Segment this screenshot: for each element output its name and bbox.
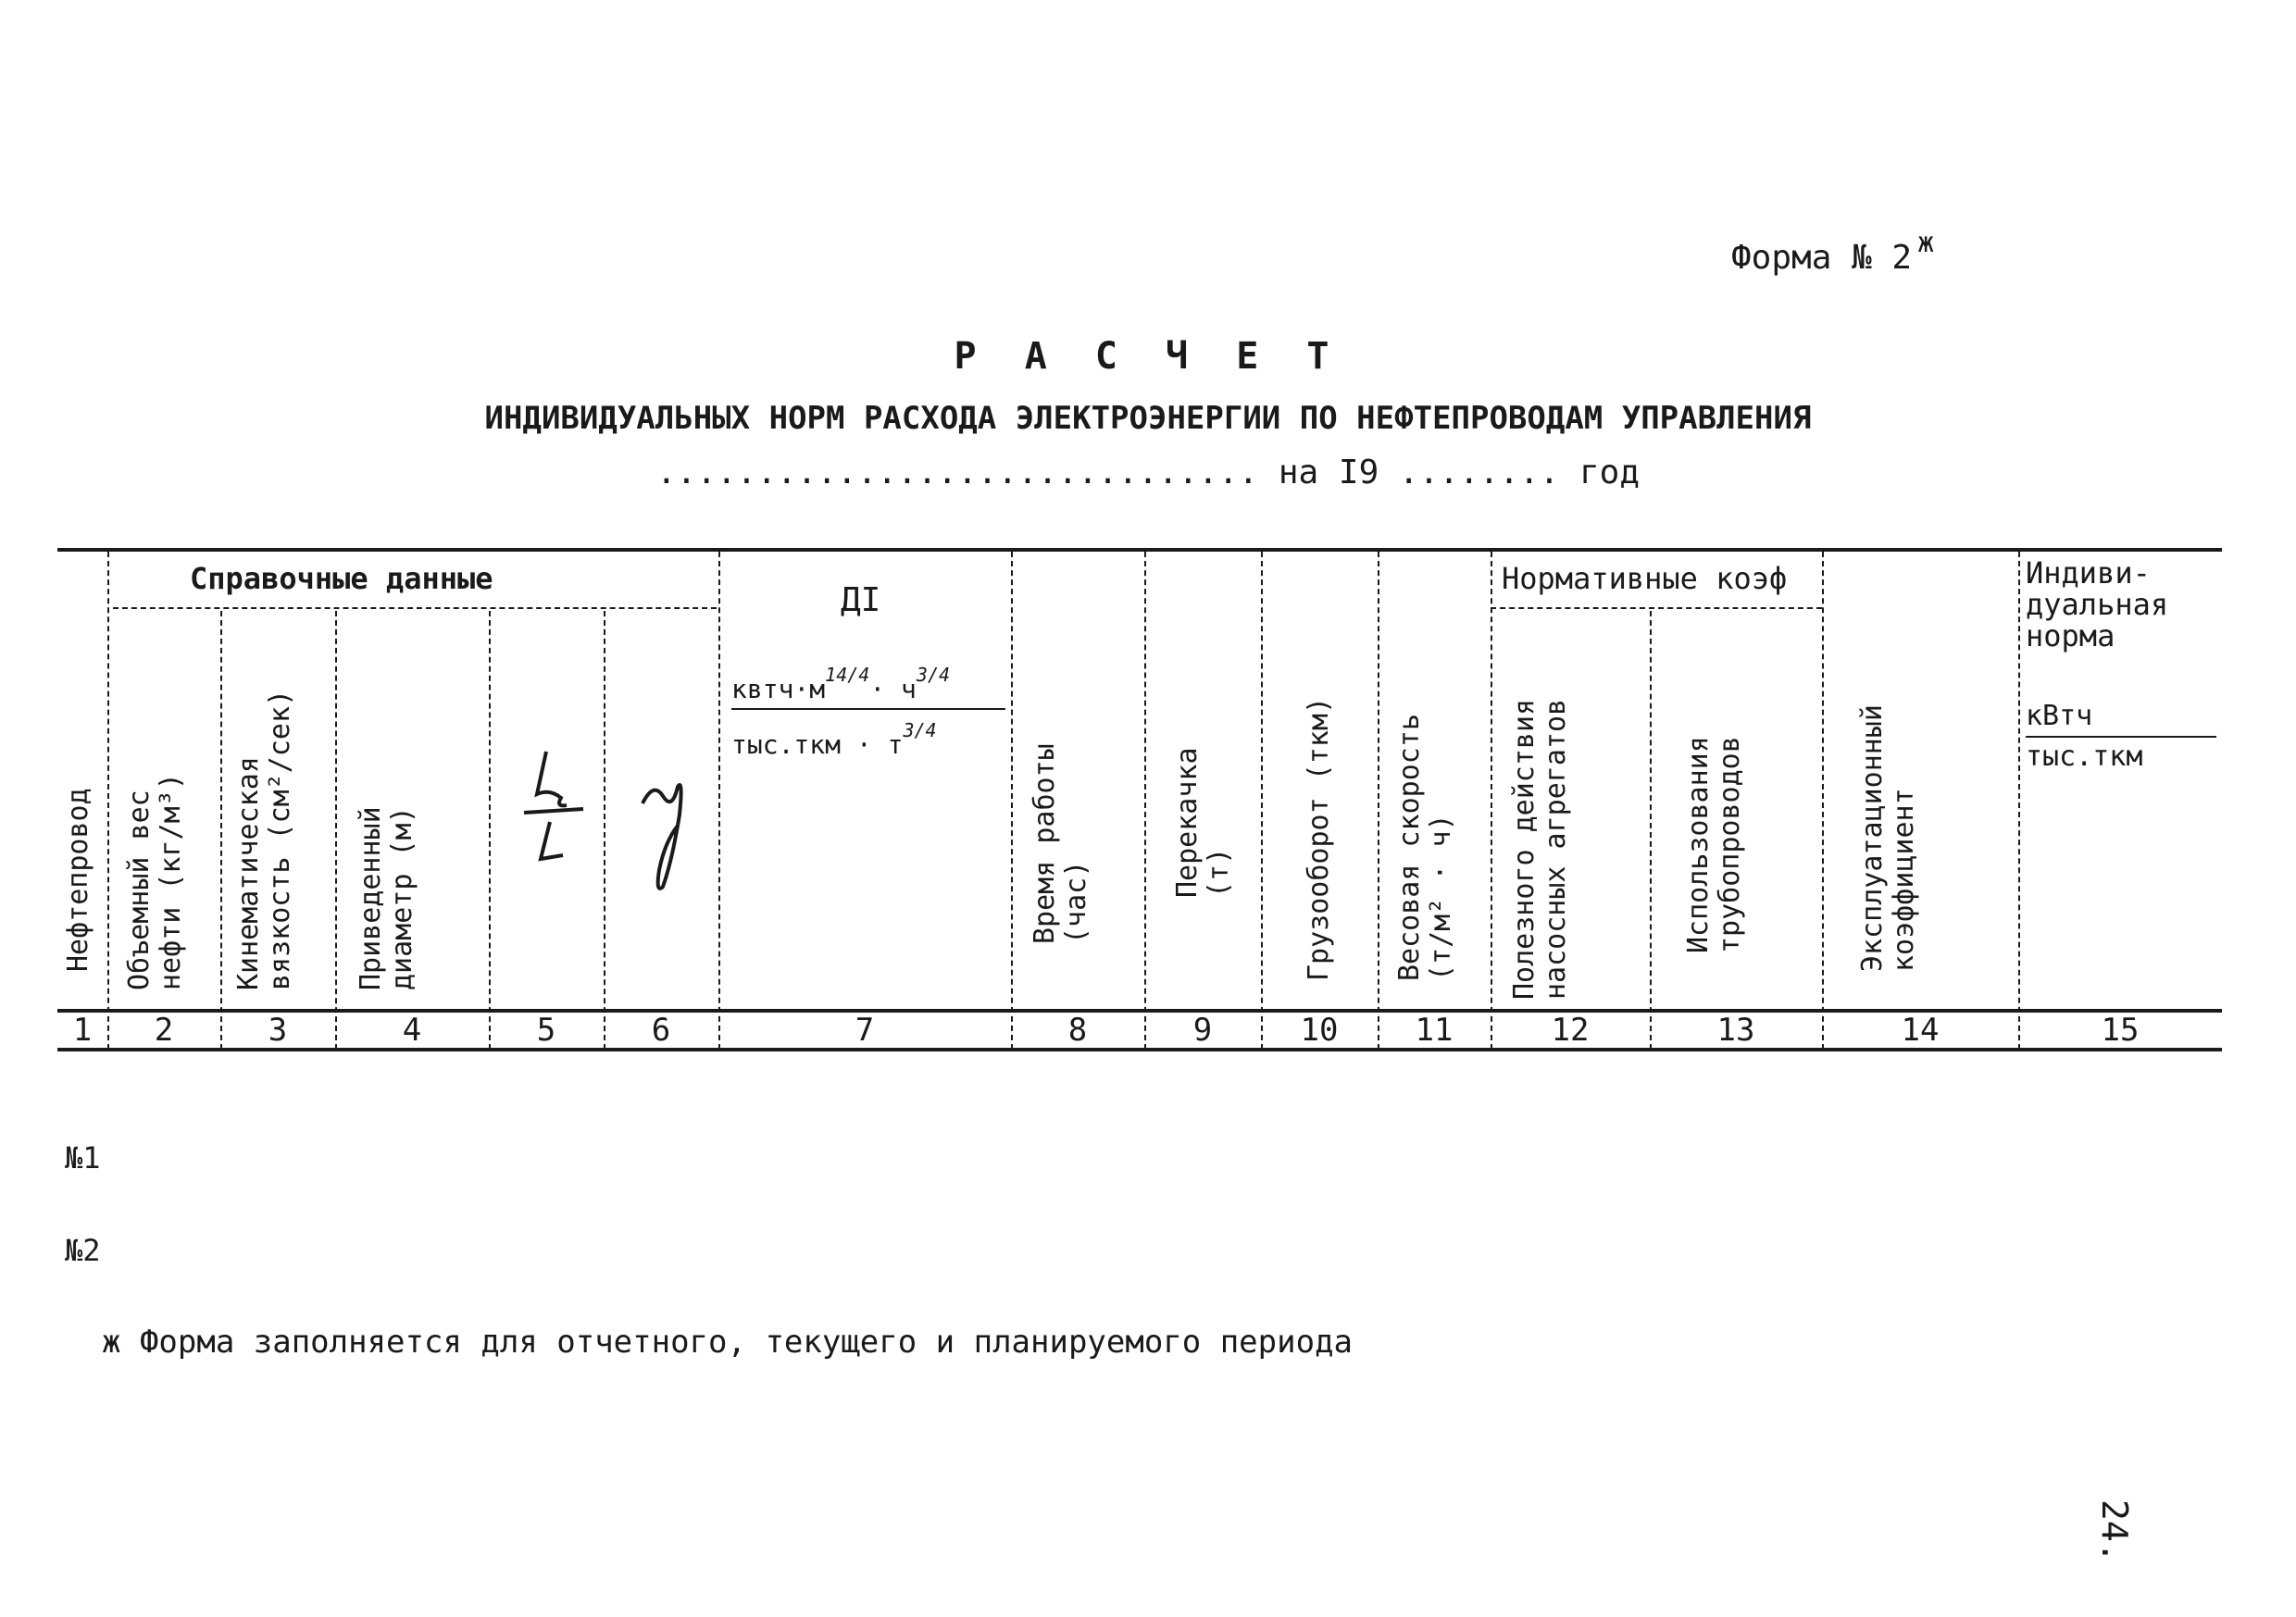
document-title: Р А С Ч Е Т bbox=[954, 335, 1342, 378]
col-work-time-header bbox=[1029, 722, 1092, 944]
col-pump-eff-line1: Полезного действия bbox=[1508, 698, 1541, 1000]
col-divider bbox=[1822, 552, 1824, 1050]
col-divider bbox=[718, 552, 720, 1050]
col-divider bbox=[489, 611, 491, 1050]
col-divider bbox=[1650, 611, 1652, 1050]
col-operational-line2: коэффициент bbox=[1888, 788, 1920, 972]
row-label-1: №1 bbox=[65, 1140, 101, 1175]
col-number: 1 bbox=[72, 1012, 93, 1049]
col-number: 6 bbox=[651, 1012, 671, 1049]
d1-unit-num-exp: 14/4 bbox=[825, 664, 870, 686]
col-number: 10 bbox=[1300, 1012, 1339, 1049]
col-density-line1: Объемный вес bbox=[123, 790, 156, 990]
col-divider bbox=[604, 611, 605, 1050]
col-d1-unit-numerator bbox=[731, 664, 1005, 710]
col-number: 12 bbox=[1551, 1012, 1590, 1049]
col-diameter-header bbox=[356, 666, 418, 990]
d1-unit-num: квтч·м bbox=[731, 674, 826, 704]
col-operational-line1: Эксплуатационный bbox=[1856, 704, 1889, 972]
col-number: 5 bbox=[536, 1012, 556, 1049]
col-diameter-line1: Приведенный bbox=[355, 806, 387, 990]
col-pumping-line1: Перекачка bbox=[1171, 747, 1204, 898]
col-divider bbox=[2018, 552, 2020, 1050]
col-pipe-use-line2: трубопроводов bbox=[1714, 736, 1746, 953]
normative-group-divider bbox=[1491, 607, 1822, 609]
handwritten-gamma bbox=[635, 777, 700, 898]
col-number: 2 bbox=[154, 1012, 174, 1049]
col-pipeline-header: Нефтепровод bbox=[62, 788, 94, 972]
col-weight-speed-header bbox=[1394, 657, 1457, 981]
col-number: 13 bbox=[1716, 1012, 1755, 1049]
col-viscosity-line2: вязкость (см²/сек) bbox=[264, 689, 296, 990]
col-pipe-use-header bbox=[1683, 694, 1746, 953]
col-divider bbox=[107, 552, 109, 1050]
page-number: 24. bbox=[2094, 1499, 2135, 1563]
col-diameter-line2: диаметр (м) bbox=[386, 806, 418, 990]
col-d1-header: ДI bbox=[841, 581, 881, 619]
col-pipe-use-line1: Использования bbox=[1682, 736, 1715, 953]
col-norm-line2: дуальная bbox=[2026, 587, 2169, 622]
col-norm-header bbox=[2026, 557, 2168, 652]
col-density-line2: нефти (кг/м³) bbox=[155, 773, 187, 990]
group-reference-header: Справочные данные bbox=[190, 561, 493, 596]
col-viscosity-line1: Кинематическая bbox=[232, 756, 265, 990]
period-line: .............................. на I9 ........ год bbox=[655, 454, 1641, 491]
col-divider bbox=[335, 611, 337, 1050]
col-d1-unit-denominator bbox=[731, 719, 937, 760]
handwritten-lp-over-l bbox=[518, 740, 593, 870]
col-pump-efficiency-header bbox=[1509, 657, 1572, 1000]
col-pumping-header bbox=[1172, 713, 1235, 898]
col-number: 3 bbox=[268, 1012, 288, 1049]
form-label bbox=[1731, 227, 1935, 277]
col-divider bbox=[220, 611, 222, 1050]
col-number: 7 bbox=[855, 1012, 875, 1049]
col-number: 11 bbox=[1415, 1012, 1454, 1049]
d1-unit-den: тыс.ткм · т bbox=[731, 729, 904, 760]
col-divider bbox=[1011, 552, 1013, 1050]
col-turnover-header: Грузооборот (ткм) bbox=[1303, 696, 1335, 981]
col-divider bbox=[1491, 552, 1492, 1050]
form-number: Форма № 2 bbox=[1731, 239, 1913, 277]
col-divider bbox=[1144, 552, 1146, 1050]
col-operational-coef-header bbox=[1857, 657, 1920, 972]
col-work-time-line2: (час) bbox=[1060, 860, 1092, 944]
d1-unit-den-exp: 3/4 bbox=[903, 719, 937, 741]
col-divider bbox=[1378, 552, 1379, 1050]
col-norm-line3: норма bbox=[2026, 618, 2115, 653]
group-normative-header: Нормативные коэф bbox=[1502, 561, 1788, 596]
ref-group-divider bbox=[113, 607, 717, 609]
document-subtitle: ИНДИВИДУАЛЬНЫХ НОРМ РАСХОДА ЭЛЕКТРОЭНЕРГИИ ПО НЕФТЕПРОВОДАМ УПРАВЛЕНИЯ bbox=[484, 400, 1812, 437]
col-work-time-line1: Время работы bbox=[1029, 743, 1061, 944]
form-footnote-mark: ж bbox=[1917, 227, 1935, 259]
col-density-header bbox=[124, 639, 187, 990]
col-viscosity-header bbox=[233, 639, 296, 990]
table-top-border bbox=[57, 548, 2222, 552]
footnote: ж Форма заполняется для отчетного, текущего и планируемого периода bbox=[102, 1324, 1354, 1361]
col-norm-line1: Индиви- bbox=[2026, 555, 2151, 591]
col-norm-unit-numerator: кВтч bbox=[2026, 700, 2216, 738]
col-pumping-line2: (т) bbox=[1203, 847, 1235, 898]
d1-unit-num-mid: · ч bbox=[869, 674, 917, 704]
row-label-2: №2 bbox=[65, 1233, 101, 1268]
col-number: 8 bbox=[1067, 1012, 1088, 1049]
col-norm-unit-denominator: тыс.ткм bbox=[2026, 740, 2143, 773]
col-divider bbox=[1261, 552, 1263, 1050]
d1-unit-num-exp2: 3/4 bbox=[916, 664, 951, 686]
col-number: 9 bbox=[1192, 1012, 1213, 1049]
col-pump-eff-line2: насосных агрегатов bbox=[1540, 698, 1572, 1000]
col-weight-speed-line2: (т/м² · ч) bbox=[1425, 814, 1457, 981]
col-number: 14 bbox=[1901, 1012, 1940, 1049]
col-weight-speed-line1: Весовая скорость bbox=[1393, 714, 1426, 981]
col-number: 4 bbox=[402, 1012, 422, 1049]
col-number: 15 bbox=[2101, 1012, 2140, 1049]
